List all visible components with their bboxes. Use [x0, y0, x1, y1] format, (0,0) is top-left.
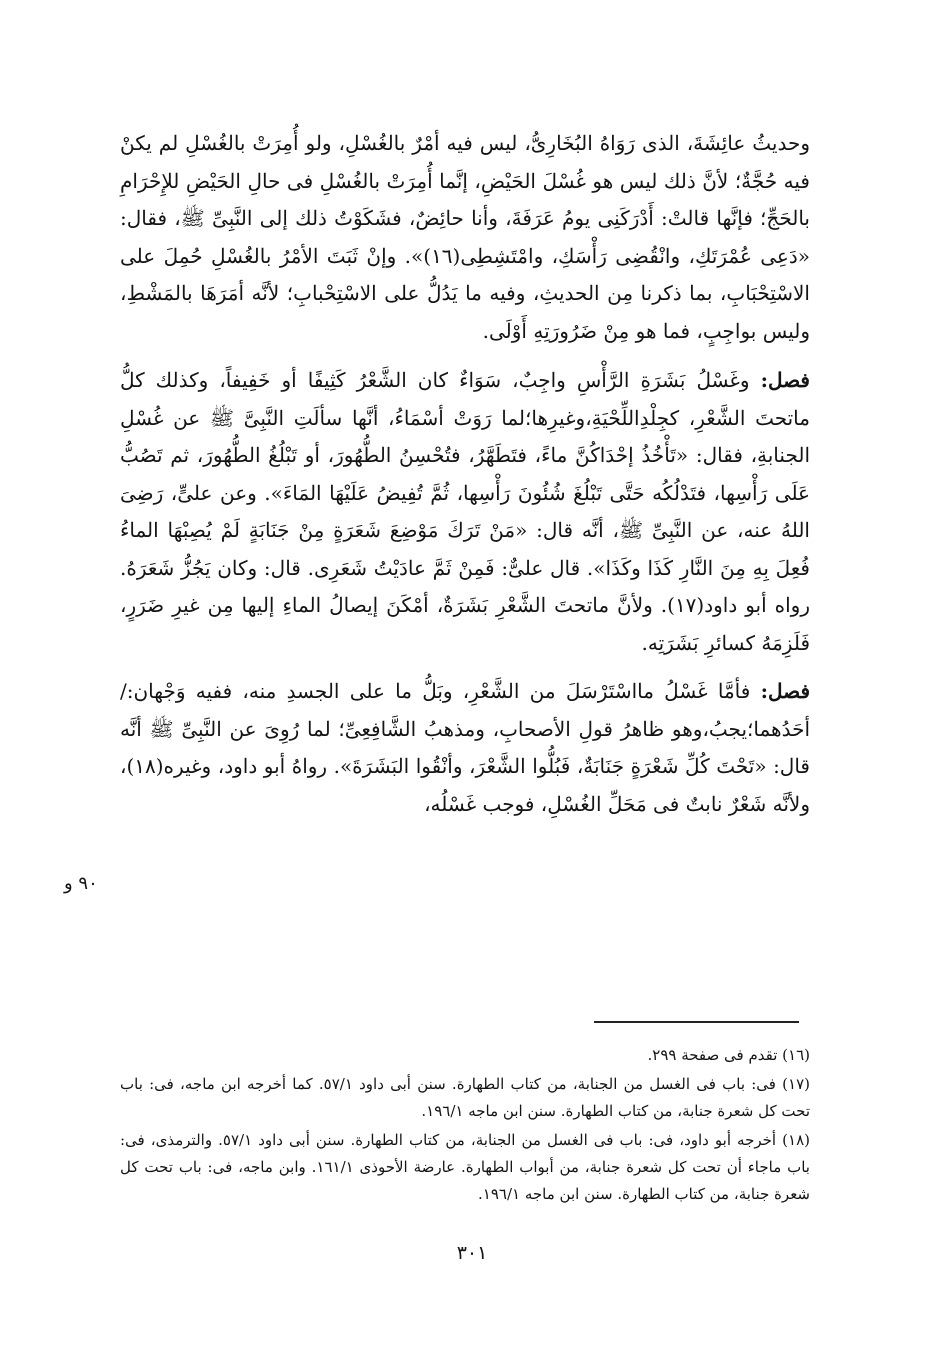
footnote-18: (١٨) أخرجه أبو داود، فى: باب فى الغسل من الجنابة، من كتاب الطهارة. سنن أبى داود ١/‏٥٧. والترمذى، فى: باب ماجاء أن تحت كل شعرة جنابة، من أبواب الطهارة. عارضة الأحوذى ١/‏١٦١. وابن ماجه، فى: باب تحت كل شعرة جنابة، من كتاب الطهارة. سنن ابن ماجه ١/‏١٩٦.	[120, 1131, 810, 1203]
section-fasl-hair	[120, 673, 810, 823]
footnote-17: (١٧) فى: باب فى الغسل من الجنابة، من كتاب الطهارة. سنن أبى داود ١/‏٥٧. كما أخرجه ابن ماجه، فى: باب تحت كل شعرة جنابة، من كتاب الطهارة. سنن ابن ماجه ١/‏١٩٦.	[120, 1075, 811, 1120]
paragraph-aisha-hadith: وحديثُ عائِشَةَ، الذى رَوَاهُ البُخَارِىُّ، ليس فيه أمْرٌ بالغُسْلِ، ولو أُمِرَتْ بالغُسْلِ لم يكنْ فيه حُجَّةٌ؛ لأنَّ ذلك ليس هو غُسْلَ الحَيْضِ، إنَّما أُمِرَتْ بالغُسْلِ فى حالِ الحَيْضِ للإِحْرَامِ بالحَجِّ؛ فإنَّها قالتْ: أَدْرَكَنِى يومُ عَرَفَةَ، وأنا حائِضٌ، فشَكَوْتُ ذلك إلى النَّبِىِّ ﷺ، فقال: «دَعِى عُمْرَتَكِ، وانْقُضِى رَأْسَكِ، وامْتَشِطِى(١٦)». وإنْ ثَبَتَ الأمْرُ بالغُسْلِ حُمِلَ على الاسْتِحْبَابِ، بما ذكرنا مِن الحديثِ، وفيه ما يَدُلُّ على الاسْتِحْبابِ؛ لأنَّه أمَرَهَا بالمَشْطِ، وليس بواجِبٍ، فما هو مِنْ ضَرُورَتِهِ أَوْلَى.	[120, 131, 810, 343]
folio-marker: ٩٠ و	[64, 873, 98, 894]
section-fasl-scalp	[120, 362, 810, 662]
section-label: فصل:	[760, 679, 811, 703]
footnote-16: (١٦) تقدم فى صفحة ٢٩٩.	[647, 1046, 810, 1064]
footnotes	[120, 1042, 810, 1210]
section-label: فصل:	[760, 368, 810, 392]
page-number: ٣٠١	[456, 1242, 488, 1264]
section-text: وغَسْلُ بَشَرَةِ الرَّأْسِ واجِبٌ، سَوَاءٌ كان الشَّعْرُ كَثِيفًا أو خَفِيفاً، وكذلك كلُّ ماتحتَ الشَّعْرِ، كجِلْدِاللِّحْيَةِ،وغيرِها؛لما رَوَتْ أسْمَاءُ، أنَّها سألَتِ النَّبِىَّ ﷺ عن غُسْلِ الجنابةِ، فقال: «تَأْخُذُ إحْدَاكُنَّ ماءً، فتَطَهَّرُ، فتُحْسِنُ الطُّهُورَ، أو تَبْلُغُ الطُّهُورَ، ثم تَصُبُّ عَلَى رَأْسِها، فتَدْلُكُه حَتَّى تَبْلُغَ شُئُونَ رَأْسِها، ثُمَّ تُفِيضُ عَلَيْهَا المَاءَ». وعن علىٍّ، رَضِىَ اللهُ عنه، عن النَّبِىِّ ﷺ، أنَّه قال: «مَنْ تَرَكَ مَوْضِعَ شَعَرَةٍ مِنْ جَنَابَةٍ لَمْ يُصِبْهَا الماءُ فُعِلَ بِهِ مِنَ النَّارِ كَذَا وكَذَا». قال علىٌّ: فَمِنْ ثَمَّ عادَيْتُ شَعَرِى. قال: وكان يَجُزُّ شَعَرَهُ. رواه أبو داود(١٧). ولأنَّ ماتحتَ الشَّعْرِ بَشَرَةٌ، أمْكَنَ إيصالُ الماءِ إليها مِن غيرِ ضَرَرٍ، فَلَزِمَهُ كسائرِ بَشَرَتِه.	[120, 368, 810, 655]
main-text	[120, 125, 810, 834]
section-text: فأمَّا غَسْلُ مااسْتَرْسَلَ من الشَّعْرِ، وبَلُّ ما على الجسدِ منه، ففيه وَجْهان:/ أحَدُهما؛يجبُ،وهو ظاهرُ قولِ الأصحابِ، ومذهبُ الشَّافِعِىِّ؛ لما رُوِىَ عن النَّبِىِّ ﷺ أنَّه قال: «تَحْتَ كُلِّ شَعْرَةٍ جَنَابَةٌ، فَبُلُّوا الشَّعْرَ، وأنْقُوا البَشَرَةَ». رواهُ أبو داود، وغيره(١٨)، ولأنَّه شَعْرٌ نابتٌ فى مَحَلِّ الغُسْلِ، فوجب غَسْلُه،	[120, 679, 810, 816]
footnote-divider	[594, 1021, 799, 1023]
